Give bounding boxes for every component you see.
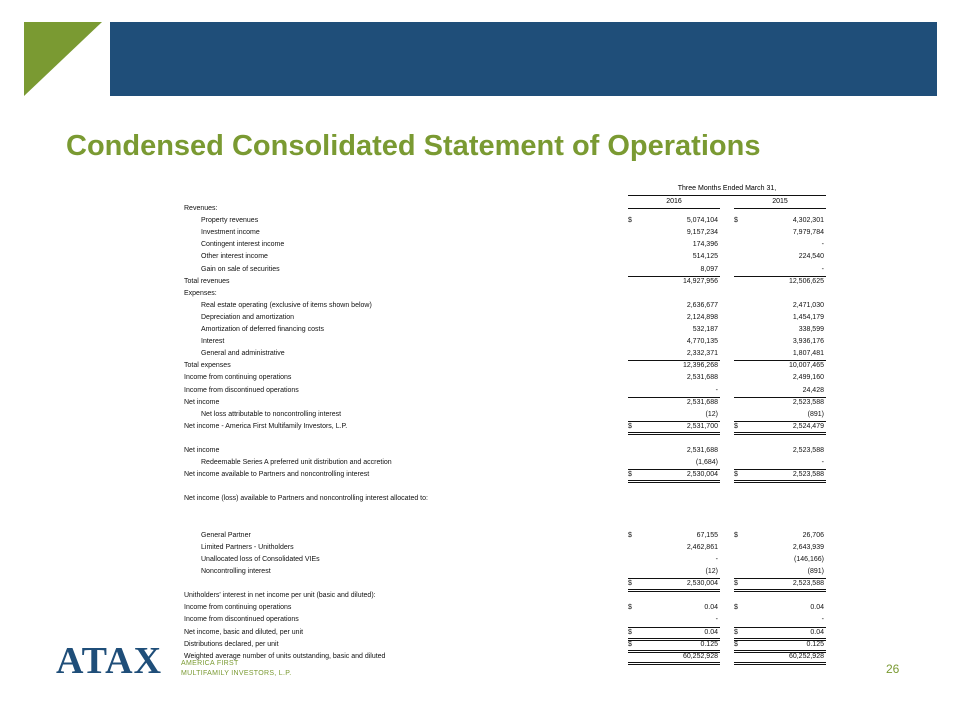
subtotal-rule	[734, 360, 826, 361]
statement-row	[184, 348, 826, 360]
amount: 2,524,479	[792, 423, 824, 430]
amount: 0.04	[810, 629, 824, 636]
statement-row	[184, 227, 826, 239]
column-header-2015: 2015	[772, 198, 788, 205]
value-2016	[628, 578, 720, 590]
value-2015	[734, 627, 826, 639]
amount: 3,936,176	[792, 338, 824, 345]
row-label: Total expenses	[184, 362, 231, 369]
logo-subtitle-line2: MULTIFAMILY INVESTORS, L.P.	[181, 670, 292, 677]
currency-symbol: $	[628, 217, 632, 224]
amount: 0.04	[704, 604, 718, 611]
value-2015	[734, 336, 826, 348]
amount: (891)	[807, 411, 824, 418]
statement-row	[184, 251, 826, 263]
amount: (12)	[705, 568, 718, 575]
value-2015	[734, 251, 826, 263]
currency-symbol: $	[734, 629, 738, 636]
amount: -	[715, 556, 718, 563]
amount: 4,302,301	[792, 217, 824, 224]
value-2015	[734, 578, 826, 590]
subtotal-rule	[734, 578, 826, 579]
value-2016	[628, 457, 720, 469]
subtotal-rule	[734, 469, 826, 470]
subtotal-rule	[628, 397, 720, 398]
value-2016	[628, 409, 720, 421]
amount: 2,636,677	[686, 302, 718, 309]
row-label: Net income, basic and diluted, per unit	[184, 629, 304, 636]
row-label: Redeemable Series A preferred unit distribution and accretion	[201, 459, 392, 466]
value-2015	[734, 385, 826, 397]
value-2015	[734, 457, 826, 469]
row-label: Income from discontinued operations	[184, 387, 299, 394]
row-label: Contingent interest income	[201, 241, 285, 248]
statement-row	[184, 203, 826, 215]
statement-row	[184, 276, 826, 288]
statement-row	[184, 469, 826, 481]
column-header-2016: 2016	[666, 198, 682, 205]
value-2015	[734, 264, 826, 276]
statement-row	[184, 445, 826, 457]
amount: 2,462,861	[686, 544, 718, 551]
value-2015	[734, 566, 826, 578]
value-2015	[734, 651, 826, 663]
row-label: General Partner	[201, 532, 251, 539]
amount: 10,007,465	[788, 362, 824, 369]
value-2015	[734, 360, 826, 372]
statement-row	[184, 651, 826, 663]
currency-symbol: $	[628, 629, 632, 636]
statement-row	[184, 385, 826, 397]
value-2015	[734, 469, 826, 481]
amount: 4,770,135	[686, 338, 718, 345]
row-label: Unallocated loss of Consolidated VIEs	[201, 556, 320, 563]
subtotal-rule	[628, 421, 720, 422]
statement-row-blank	[184, 481, 826, 493]
row-label: Property revenues	[201, 217, 259, 224]
currency-symbol: $	[734, 580, 738, 587]
value-2015	[734, 215, 826, 227]
value-2015	[734, 530, 826, 542]
statement-row	[184, 590, 826, 602]
value-2016	[628, 469, 720, 481]
currency-symbol: $	[628, 580, 632, 587]
value-2016	[628, 614, 720, 626]
amount: 5,074,104	[686, 217, 718, 224]
subtotal-rule	[734, 276, 826, 277]
value-2016	[628, 421, 720, 433]
row-label: Net income	[184, 447, 220, 454]
value-2016	[628, 445, 720, 457]
value-2015	[734, 227, 826, 239]
amount: 2,531,688	[686, 399, 718, 406]
currency-symbol: $	[734, 423, 738, 430]
currency-symbol: $	[734, 471, 738, 478]
value-2016	[628, 542, 720, 554]
amount: (12)	[705, 411, 718, 418]
statement-row	[184, 627, 826, 639]
header-banner	[110, 22, 937, 96]
value-2016	[628, 530, 720, 542]
value-2015	[734, 445, 826, 457]
value-2016	[628, 300, 720, 312]
row-label: Income from continuing operations	[184, 604, 292, 611]
value-2016	[628, 639, 720, 651]
amount: 1,807,481	[792, 350, 824, 357]
row-label: Interest	[201, 338, 225, 345]
total-double-rule	[628, 664, 720, 665]
row-label: General and administrative	[201, 350, 285, 357]
value-2015	[734, 421, 826, 433]
value-2016	[628, 239, 720, 251]
amount: 67,155	[696, 532, 718, 539]
currency-symbol: $	[734, 604, 738, 611]
amount: 12,396,268	[682, 362, 718, 369]
amount: (146,166)	[794, 556, 824, 563]
logo-subtitle-line1: AMERICA FIRST	[181, 660, 239, 667]
total-double-rule	[734, 662, 826, 663]
amount: 60,252,928	[788, 653, 824, 660]
statement-row-blank	[184, 433, 826, 445]
row-label: Gain on sale of securities	[201, 266, 280, 273]
statement-row	[184, 457, 826, 469]
amount: 224,540	[798, 253, 824, 260]
value-2016	[628, 602, 720, 614]
row-label: Net loss attributable to noncontrolling interest	[201, 411, 342, 418]
value-2015	[734, 312, 826, 324]
row-label: Net income - America First Multifamily Investors, L.P.	[184, 423, 348, 430]
row-label: Depreciation and amortization	[201, 314, 294, 321]
value-2015	[734, 276, 826, 288]
row-label: Noncontrolling interest	[201, 568, 271, 575]
amount: 60,252,928	[682, 653, 718, 660]
statement-row	[184, 409, 826, 421]
value-2015	[734, 324, 826, 336]
amount: 532,187	[692, 326, 718, 333]
value-2016	[628, 566, 720, 578]
amount: 2,332,371	[686, 350, 718, 357]
subtotal-rule	[628, 276, 720, 277]
amount: 2,531,688	[686, 447, 718, 454]
amount: 2,530,004	[686, 471, 718, 478]
statement-row	[184, 493, 826, 505]
total-double-rule	[734, 664, 826, 665]
statement-row	[184, 639, 826, 651]
corner-triangle-decoration	[24, 22, 102, 96]
value-2016	[628, 360, 720, 372]
amount: -	[821, 459, 824, 466]
row-label: Net income available to Partners and noncontrolling interest	[184, 471, 370, 478]
currency-symbol: $	[628, 532, 632, 539]
subtotal-rule	[628, 627, 720, 628]
value-2015	[734, 639, 826, 651]
amount: 24,428	[802, 387, 824, 394]
subtotal-rule	[628, 469, 720, 470]
statement-row	[184, 300, 826, 312]
row-label: Total revenues	[184, 278, 230, 285]
statement-row	[184, 372, 826, 384]
value-2016	[628, 227, 720, 239]
row-label: Real estate operating (exclusive of items shown below)	[201, 302, 372, 309]
statement-row	[184, 614, 826, 626]
statement-row	[184, 360, 826, 372]
statement-row	[184, 542, 826, 554]
currency-symbol: $	[628, 641, 632, 648]
statement-row	[184, 288, 826, 300]
subtotal-rule	[628, 578, 720, 579]
currency-symbol: $	[628, 423, 632, 430]
value-2016	[628, 372, 720, 384]
subtotal-rule	[734, 397, 826, 398]
amount: 7,979,784	[792, 229, 824, 236]
currency-symbol: $	[734, 532, 738, 539]
row-label: Income from continuing operations	[184, 374, 292, 381]
income-statement-table	[184, 183, 826, 660]
amount: 26,706	[802, 532, 824, 539]
amount: -	[821, 616, 824, 623]
amount: 2,531,700	[686, 423, 718, 430]
amount: 2,530,004	[686, 580, 718, 587]
amount: 1,454,179	[792, 314, 824, 321]
amount: -	[715, 616, 718, 623]
value-2016	[628, 336, 720, 348]
row-label: Net income	[184, 399, 220, 406]
value-2016	[628, 627, 720, 639]
statement-row	[184, 530, 826, 542]
statement-row	[184, 421, 826, 433]
row-label: Other interest income	[201, 253, 268, 260]
value-2015	[734, 542, 826, 554]
currency-symbol: $	[734, 641, 738, 648]
amount: 14,927,956	[682, 278, 718, 285]
value-2015	[734, 602, 826, 614]
value-2015	[734, 614, 826, 626]
statement-row-blank	[184, 506, 826, 518]
period-header: Three Months Ended March 31,	[677, 185, 777, 192]
row-label: Amortization of deferred financing costs	[201, 326, 324, 333]
amount: 2,471,030	[792, 302, 824, 309]
value-2016	[628, 651, 720, 663]
amount: 2,499,160	[792, 374, 824, 381]
amount: 2,523,588	[792, 580, 824, 587]
amount: 0.125	[700, 641, 718, 648]
statement-row-blank	[184, 578, 826, 590]
amount: 338,599	[798, 326, 824, 333]
amount: 2,643,939	[792, 544, 824, 551]
amount: 2,523,588	[792, 447, 824, 454]
amount: 0.04	[810, 604, 824, 611]
amount: 2,523,588	[792, 471, 824, 478]
statement-row	[184, 566, 826, 578]
value-2015	[734, 554, 826, 566]
value-2015	[734, 409, 826, 421]
row-label: Investment income	[201, 229, 260, 236]
row-label: Expenses:	[184, 290, 217, 297]
page-number: 26	[886, 662, 900, 676]
currency-symbol: $	[628, 604, 632, 611]
statement-row	[184, 602, 826, 614]
statement-row	[184, 554, 826, 566]
value-2015	[734, 300, 826, 312]
amount: 0.04	[704, 629, 718, 636]
statement-row	[184, 239, 826, 251]
statement-row	[184, 324, 826, 336]
value-2016	[628, 215, 720, 227]
value-2016	[628, 251, 720, 263]
subtotal-rule	[734, 627, 826, 628]
value-2015	[734, 239, 826, 251]
amount: 12,506,625	[788, 278, 824, 285]
amount: 2,523,588	[792, 399, 824, 406]
value-2016	[628, 385, 720, 397]
value-2016	[628, 264, 720, 276]
currency-symbol: $	[734, 217, 738, 224]
currency-symbol: $	[628, 471, 632, 478]
value-2016	[628, 554, 720, 566]
amount: 8,097	[700, 266, 718, 273]
amount: -	[715, 387, 718, 394]
statement-row-blank	[184, 518, 826, 530]
amount: 2,531,688	[686, 374, 718, 381]
row-label: Unitholders' interest in net income per unit (basic and diluted):	[184, 592, 376, 599]
row-label: Income from discontinued operations	[184, 616, 299, 623]
amount: -	[821, 241, 824, 248]
subtotal-rule	[628, 360, 720, 361]
amount: (891)	[807, 568, 824, 575]
page-title: Condensed Consolidated Statement of Operations	[66, 130, 761, 162]
statement-row	[184, 312, 826, 324]
subtotal-rule	[734, 421, 826, 422]
row-label: Limited Partners - Unitholders	[201, 544, 294, 551]
row-label: Net income (loss) available to Partners and noncontrolling interest allocated to:	[184, 495, 428, 502]
amount: 9,157,234	[686, 229, 718, 236]
amount: 0.125	[806, 641, 824, 648]
atax-logo: ATAX	[56, 640, 163, 682]
row-label: Revenues:	[184, 205, 218, 212]
statement-row	[184, 215, 826, 227]
row-label: Weighted average number of units outstanding, basic and diluted	[184, 653, 386, 660]
value-2016	[628, 312, 720, 324]
statement-row	[184, 336, 826, 348]
amount: 514,125	[692, 253, 718, 260]
amount: -	[821, 266, 824, 273]
statement-row	[184, 264, 826, 276]
value-2015	[734, 397, 826, 409]
value-2016	[628, 324, 720, 336]
row-label: Distributions declared, per unit	[184, 641, 279, 648]
amount: (1,684)	[695, 459, 718, 466]
amount: 2,124,898	[686, 314, 718, 321]
value-2015	[734, 348, 826, 360]
value-2016	[628, 348, 720, 360]
statement-row	[184, 397, 826, 409]
value-2016	[628, 397, 720, 409]
total-double-rule	[628, 662, 720, 663]
amount: 174,396	[692, 241, 718, 248]
value-2016	[628, 276, 720, 288]
value-2015	[734, 372, 826, 384]
